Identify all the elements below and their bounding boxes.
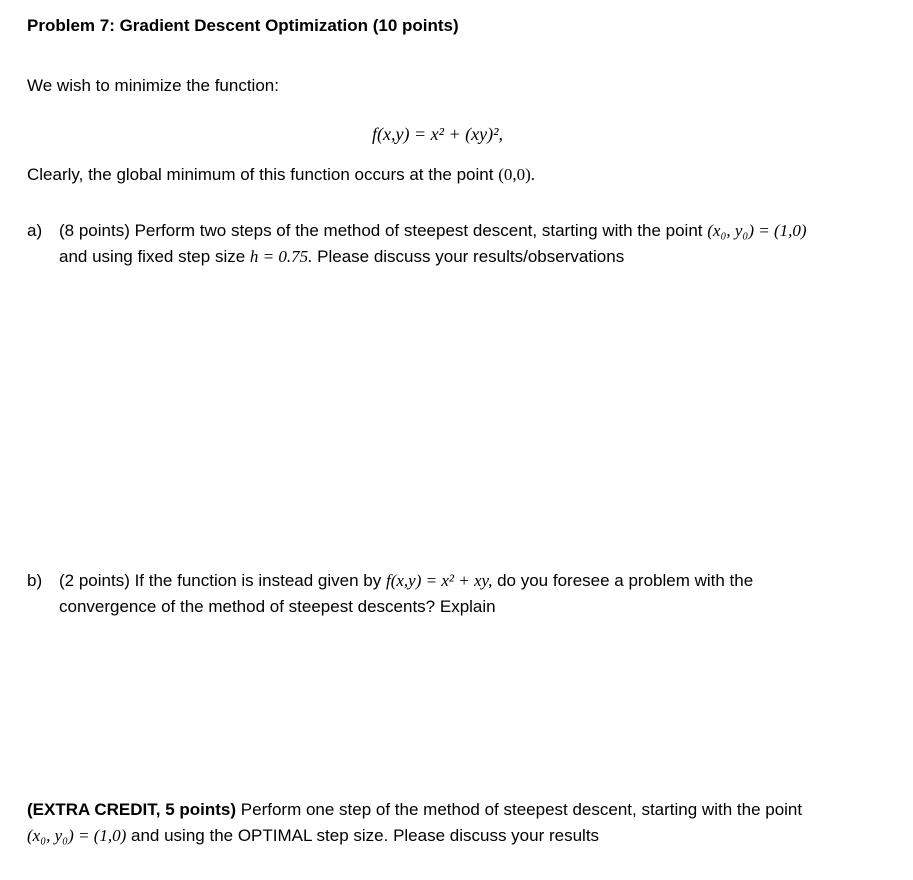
part-a-label: a) [27,221,43,240]
problem-title: Problem 7: Gradient Descent Optimization (10 points) [27,16,459,35]
part-a-line2 [59,247,624,267]
extra-credit-step-text: and using the OPTIMAL step size. Please discuss your results [131,826,600,845]
part-a-start-point: (x₀, y₀) = (1,0) [707,221,807,240]
global-min-statement [27,165,535,185]
function-equation: f(x,y) = x² + (xy)², [372,124,504,144]
part-a-line1 [59,221,807,241]
part-b-line1 [59,571,753,591]
part-a-step-size: h = 0.75. [249,247,313,266]
part-b-text: (2 points) If the function is instead given by [59,571,382,590]
extra-credit-line2 [27,826,599,846]
part-b-label: b) [27,571,43,590]
global-min-point: (0,0). [498,165,536,184]
part-a-step-text: and using fixed step size [59,247,246,266]
part-b-function: f(x,y) = x² + xy, [385,571,493,590]
intro-text: We wish to minimize the function: [27,76,279,95]
extra-credit-line1 [27,800,802,820]
part-a-discuss: Please discuss your results/observations [317,247,625,266]
extra-credit-text: Perform one step of the method of steepest descent, starting with the point [240,800,803,819]
part-a-text: (8 points) Perform two steps of the method of steepest descent, starting with the point [59,221,703,240]
part-b-line2: convergence of the method of steepest descents? Explain [59,597,496,616]
global-min-text: Clearly, the global minimum of this function occurs at the point [27,165,494,184]
extra-credit-start-point: (x₀, y₀) = (1,0) [27,826,127,845]
part-b-question: do you foresee a problem with the [497,571,754,590]
extra-credit-heading: (EXTRA CREDIT, 5 points) [27,800,237,819]
